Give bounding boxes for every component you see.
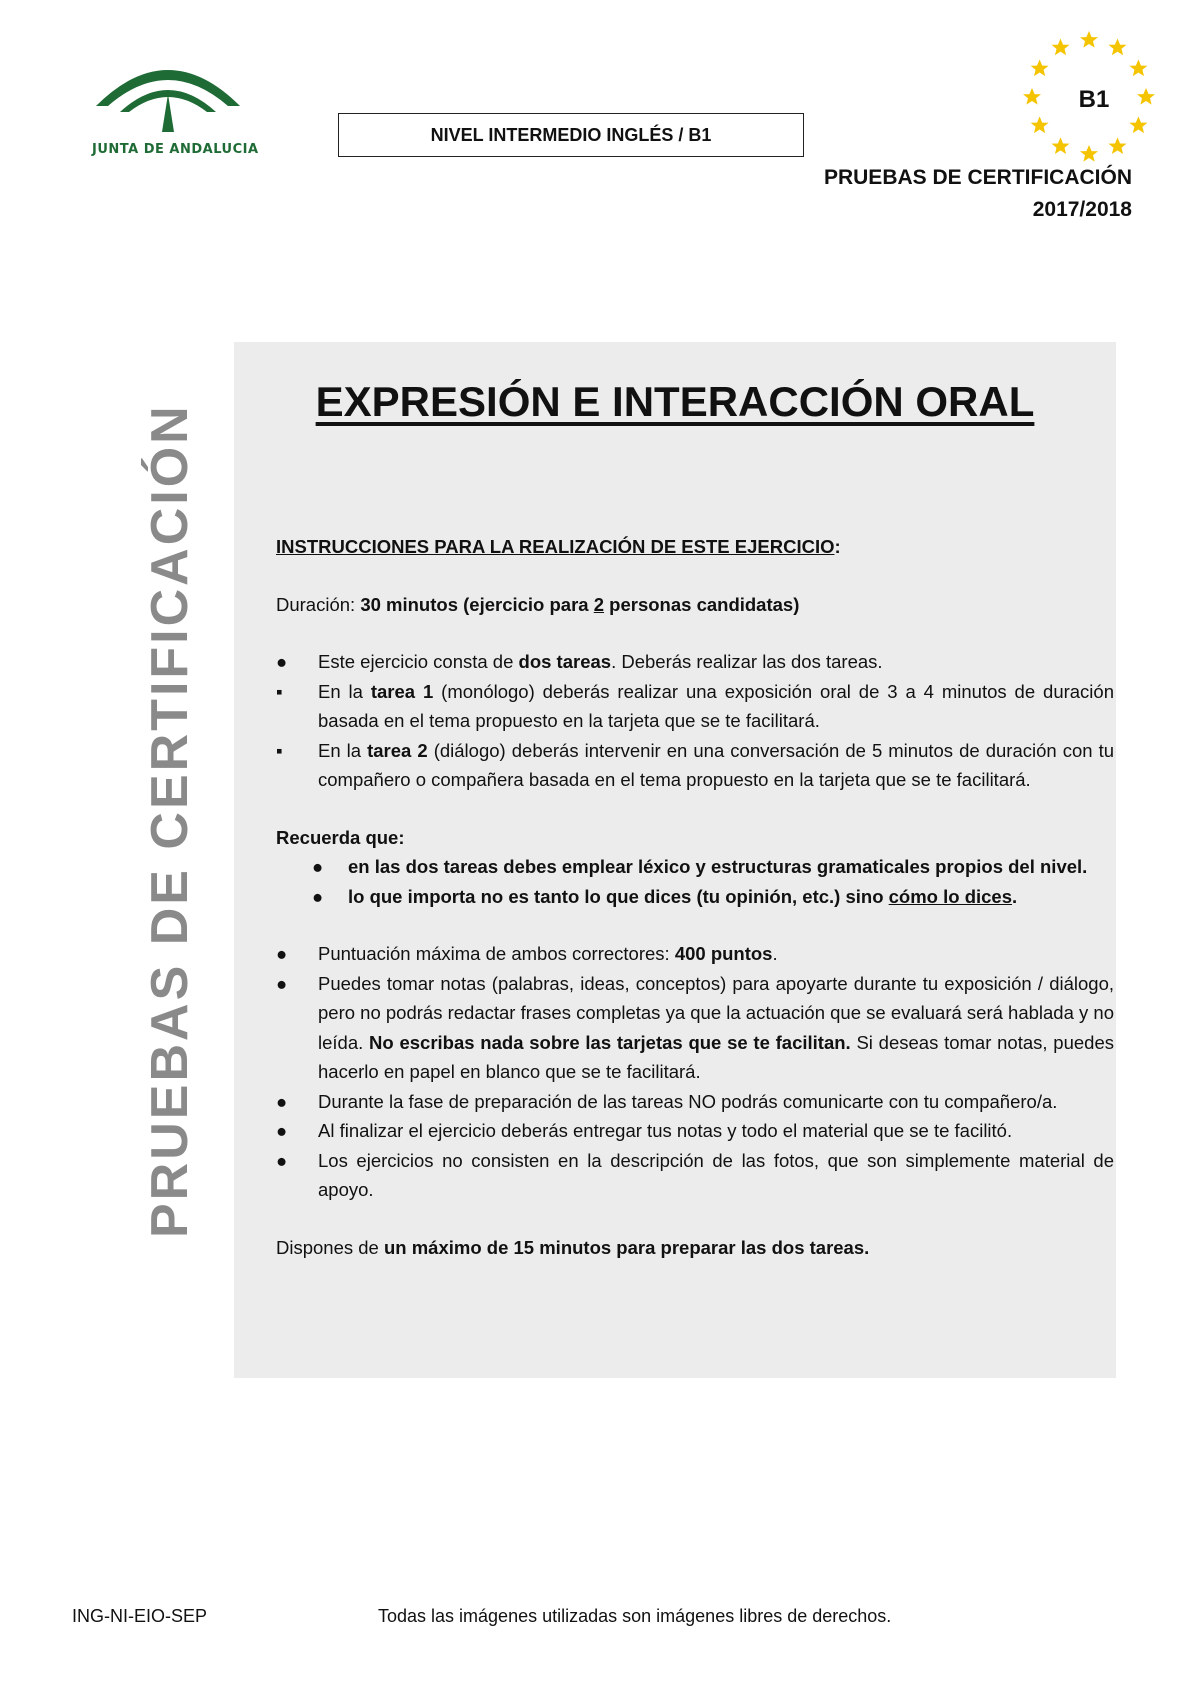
rule-score: ● Puntuación máxima de ambos correctores: 400 puntos. — [276, 943, 778, 964]
task-bullet-3: ▪ En la tarea 2 (diálogo) deberás intervenir en una conversación de 5 minutos de duración con tu compañero o compañera basada en el tema propuesto en la tarjeta que se te facilitará. — [276, 739, 1114, 790]
arch-logo-icon — [88, 48, 248, 148]
side-label: PRUEBAS DE CERTIFICACIÓN — [141, 403, 199, 1238]
instructions-content — [276, 532, 1114, 1262]
instructions-heading: INSTRUCCIONES PARA LA REALIZACIÓN DE ESTE EJERCICIO: — [276, 536, 841, 557]
star-icon — [1129, 60, 1147, 77]
preparation-time: Dispones de un máximo de 15 minutos para preparar las dos tareas. — [276, 1236, 870, 1258]
star-icon — [1137, 88, 1155, 105]
task-bullet-1: ● Este ejercicio consta de dos tareas. Deberás realizar las dos tareas. — [276, 651, 883, 672]
rule-notes: ● Puedes tomar notas (palabras, ideas, conceptos) para apoyarte durante tu exposición / diálogo, pero no podrás redactar frases completas ya que la actuación que se evaluará será hablada y no leída. No escribas nada sobre las tarjetas que se te facilitan. Si deseas tomar notas, puedes hacerlo en papel en blanco que se te facilitará. — [276, 972, 1115, 1082]
rule-no-communication: ● Durante la fase de preparación de las tareas NO podrás comunicarte con tu compañero/a. — [276, 1090, 1058, 1112]
star-icon — [1109, 39, 1127, 56]
remember-item-2: ● lo que importa no es tanto lo que dices (tu opinión, etc.) sino cómo lo dices. — [312, 885, 1018, 907]
document-code: ING-NI-EIO-SEP — [72, 1606, 208, 1626]
star-icon — [1052, 39, 1070, 56]
certification-heading — [760, 162, 1132, 226]
duration-line: Duración: 30 minutos (ejercicio para 2 personas candidatas) — [276, 593, 800, 615]
junta-de-andalucia-logo — [88, 48, 259, 168]
logo-text: JUNTA DE ANDALUCIA — [92, 142, 259, 157]
task-bullet-2: ▪ En la tarea 1 (monólogo) deberás realizar una exposición oral de 3 a 4 minutos de duración basada en el tema propuesto en la tarjeta que se te facilitará. — [276, 680, 1114, 731]
footer-note: Todas las imágenes utilizadas son imágenes libres de derechos. — [378, 1606, 892, 1626]
star-icon — [1031, 117, 1049, 134]
rule-hand-in: ● Al finalizar el ejercicio deberás entregar tus notas y todo el material que se te facilitó. — [276, 1120, 1013, 1141]
remember-item-1: ● en las dos tareas debes emplear léxico y estructuras gramaticales propios del nivel. — [312, 856, 1088, 877]
certification-year: 2017/2018 — [1032, 198, 1132, 221]
remember-heading: Recuerda que: — [276, 826, 405, 848]
rule-photos: ● Los ejercicios no consisten en la descripción de las fotos, que son simplemente material de apoyo. — [276, 1149, 1114, 1200]
level-badge: B1 — [1078, 86, 1110, 113]
star-icon — [1080, 145, 1098, 162]
star-icon — [1052, 137, 1070, 154]
star-icon — [1031, 60, 1049, 77]
certification-title: PRUEBAS DE CERTIFICACIÓN — [823, 166, 1132, 189]
instructions-panel — [234, 342, 1116, 1378]
star-icon — [1080, 31, 1098, 48]
star-icon — [1023, 88, 1041, 105]
star-icon — [1109, 137, 1127, 154]
level-box: NIVEL INTERMEDIO INGLÉS / B1 — [338, 113, 804, 157]
star-icon — [1129, 117, 1147, 134]
page-title: EXPRESIÓN E INTERACCIÓN ORAL — [315, 378, 1035, 425]
